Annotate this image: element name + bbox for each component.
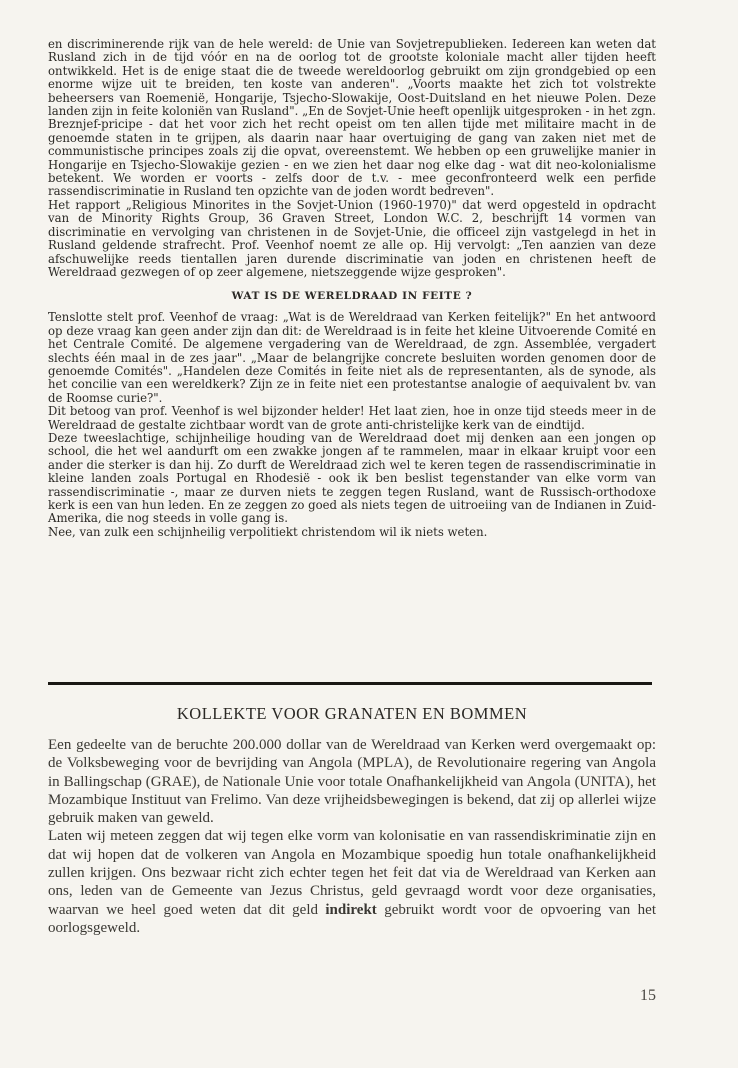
upper-article bbox=[48, 38, 656, 539]
text-span: Laten wij meteen zeggen dat wij tegen elke vorm van kolonisatie en van rassendiskriminatie zijn en dat wij hopen dat de volkeren van Angola en Mozambique spoedig hun totale onafhankelijkheid zullen krijgen. Ons bezwaar richt zich echter tegen het feit dat via de Wereldraad van Kerken aan ons, leden van de Gemeente van Jezus Christus, geld gevraagd wordt voor deze organisaties, waarvan we heel goed weten dat dit geld bbox=[48, 828, 656, 918]
bold-word: indirekt bbox=[325, 901, 377, 918]
section-divider bbox=[48, 682, 652, 685]
paragraph: Dit betoog van prof. Veenhof is wel bijzonder helder! Het laat zien, hoe in onze tijd steeds meer in de Wereldraad de gestalte zichtbaar wordt van de grote anti-christelijke kerk van de eindtijd. bbox=[48, 404, 656, 432]
paragraph: Deze tweeslachtige, schijnheilige houding van de Wereldraad doet mij denken aan een jongen op school, die het wel aandurft om een zwakke jongen af te rammelen, maar in elkaar kruipt voor een ander die sterker is dan hij. Zo durft de Wereldraad zich wel te keren tegen de rassendiscriminatie in kleine landen zoals Portugal en Rhodesië - ook ik ben beslist tegenstander van elke vorm van rassendiscriminatie -, maar ze durven niets te zeggen tegen Rusland, want de Russisch-orthodoxe kerk is een van hun leden. En ze zeggen zo goed als niets tegen de uitroeiing van de Indianen in Zuid-Amerika, die nog steeds in volle gang is. bbox=[48, 430, 656, 526]
paragraph: Het rapport „Religious Minorites in the Sovjet-Union (1960-1970)" dat werd opgesteld in opdracht van de Minority Rights Group, 36 Graven Street, London W.C. 2, beschrijft 14 vormen van discriminatie en vervolging van christenen in de Sovjet-Unie, die officeel zijn vastgelegd in het in Rusland geldende strafrecht. Prof. Veenhof noemt ze alle op. Hij vervolgt: „Ten aanzien van deze afschuwelijke reeds tientallen jaren durende discriminatie van joden en christenen heeft de Wereldraad gezwegen of op zeer algemene, nietszeggende wijze gesproken". bbox=[48, 197, 656, 279]
text-span: gebruikt wordt voor de opvoering van het oorlogsgeweld. bbox=[48, 901, 656, 936]
paragraph: Nee, van zulk een schijnheilig verpolitiekt christendom wil ik niets weten. bbox=[48, 524, 488, 539]
lower-article bbox=[48, 704, 656, 937]
paragraph: Tenslotte stelt prof. Veenhof de vraag: „Wat is de Wereldraad van Kerken feitelijk?" En het antwoord op deze vraag kan geen ander zijn dan dit: de Wereldraad is in feite het kleine Uitvoerende Comité en het Centrale Comité. De algemene vergadering van de Wereldraad, de zgn. Assemblée, vergadert slechts één maal in de zes jaar". „Maar de belangrijke concrete besluiten worden genomen door de genoemde Comités". „Handelen deze Comités in feite niet als de representanten, als de synode, als het concilie van een wereldkerk? Zijn ze in feite niet een protestantse analogie of aequivalent bv. van de Roomse curie?". bbox=[48, 310, 656, 405]
paragraph: en discriminerende rijk van de hele wereld: de Unie van Sovjetrepublieken. Iedereen kan weten dat Rusland zich in de tijd vóór en na de oorlog tot de grootste koloniale macht aller tijden heeft ontwikkeld. Het is de enige staat die de tweede wereldoorlog gebruikt om zijn grondgebied op een enorme wijze uit te breiden, ten koste van anderen". „Voorts maakte het zich tot volstrekte beheersers van Roemenië, Hongarije, Tsjecho-Slowakije, Oost-Duitsland en het nieuwe Polen. Deze landen zijn in feite koloniën van Rusland". „En de Sovjet-Unie heeft openlijk uitgesproken - in het zgn. Breznjef-pricipe - dat het voor zich het recht opeist om ten allen tijde met militaire macht in de genoemde staten in te grijpen, als daarin naar haar overtuiging de gang van zaken niet met de communistische principes zoals zij die opvat, overeenstemt. We hebben op een gruwelijke manier in Hongarije en Tsjecho-Slowakije gezien - en we zien het daar nog elke dag - wat dit neo-kolonialisme betekent. We worden er voorts - zelfs door de t.v. - mee geconfronteerd welk een perfide rassendiscriminatie in Rusland ten opzichte van de joden wordt bedreven". bbox=[48, 37, 656, 199]
page-number: 15 bbox=[640, 987, 656, 1004]
article-heading: KOLLEKTE VOOR GRANATEN EN BOMMEN bbox=[176, 704, 528, 723]
paragraph bbox=[48, 827, 656, 937]
section-heading: WAT IS DE WERELDRAAD IN FEITE ? bbox=[231, 290, 473, 303]
paragraph: Een gedeelte van de beruchte 200.000 dollar van de Wereldraad van Kerken werd overgemaakt op: de Volksbeweging voor de bevrijding van Angola (MPLA), de Revolutionaire regering van Angola in Ballingschap (GRAE), de Nationale Unie voor totale Onafhankelijkheid van Angola (UNITA), het Mozambique Instituut van Frelimo. Van deze vrijheidsbewegingen is bekend, dat zij op allerlei wijze gebruik maken van geweld. bbox=[48, 737, 656, 827]
